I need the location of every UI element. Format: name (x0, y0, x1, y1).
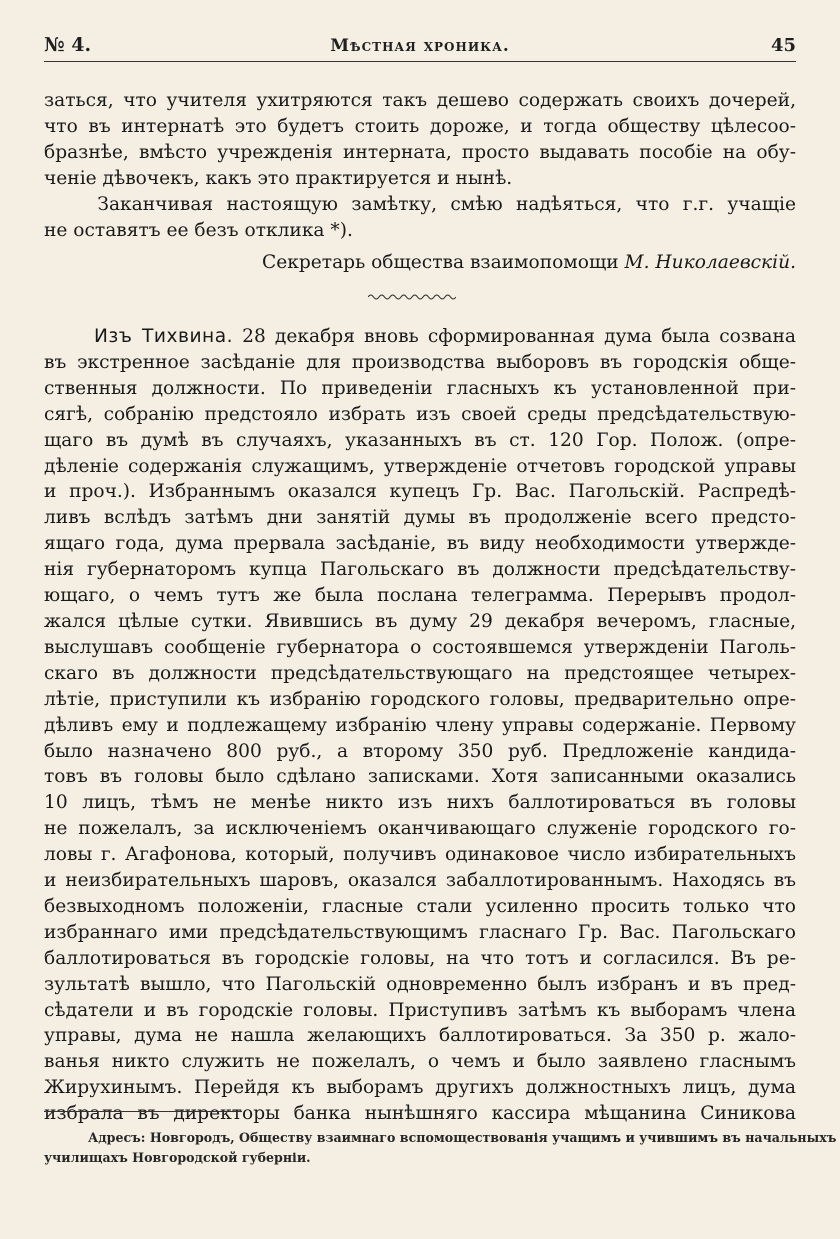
signature (44, 252, 796, 273)
footnote-line: Адресъ: Новгородъ, Обществу взаимнаго вспомоществованія учащимъ и учившимъ въ начальныхъ (88, 1130, 837, 1145)
text-line: управы, дума не нашла желающихъ баллотироваться. За 350 р. жало- (44, 1025, 796, 1047)
wavy-divider (368, 292, 456, 302)
text-line: 10 лицъ, тѣмъ не менѣе никто изъ нихъ баллотироваться въ головы (44, 792, 796, 814)
text-line: Жирухинымъ. Перейдя къ выборамъ другихъ должностныхъ лицъ, дума (44, 1077, 796, 1099)
issue-number: № 4. (44, 34, 92, 56)
page-header (44, 30, 796, 60)
text-line: дѣливъ ему и подлежащему избранію члену управы содержаніе. Первому (44, 714, 796, 736)
footnote-line: училищахъ Новгородской губерніи. (44, 1150, 311, 1165)
text-line: что въ интернатѣ это будетъ стоить дороже, и тогда обществу цѣлесоо- (44, 116, 796, 138)
article-place: Изъ Тихвина. (94, 326, 234, 347)
text-line: и неизбирательныхъ шаровъ, оказался забаллотированнымъ. Находясь въ (44, 870, 796, 892)
text-line: скаго въ должности предсѣдательствующаго на предстоящее четырех- (44, 662, 796, 684)
footnote-rule (44, 1111, 242, 1112)
text-line: выслушавъ сообщеніе губернатора о состоявшемся утвержденіи Паголь- (44, 636, 796, 658)
text-line: сягѣ, собранію предстояло избрать изъ своей среды предсѣдательствую- (44, 403, 796, 425)
article-tikhvin (44, 324, 796, 1127)
text-line: избрала въ директоры банка нынѣшняго кассира мѣщанина Синикова (44, 1103, 796, 1125)
text-line: въ экстренное засѣданіе для производства выборовъ въ городскія обще- (44, 351, 796, 373)
text-line: дѣленіе содержанія служащимъ, утвержденіе отчетовъ городской управы (44, 455, 796, 477)
text-line: ванья никто служить не пожелалъ, о чемъ и было заявлено гласнымъ (44, 1051, 796, 1073)
text-line: сѣдатели и въ городскіе головы. Приступивъ затѣмъ къ выборамъ члена (44, 999, 796, 1021)
text-line: нія губернаторомъ купца Пагольскаго въ должности предсѣдательству- (44, 559, 796, 581)
text-line: лѣтіе, приступили къ избранію городского головы, предварительно опре- (44, 688, 796, 710)
text-line: баллотироваться въ городскіе головы, на что тотъ и согласился. Въ ре- (44, 947, 796, 969)
text-line: товъ въ головы было сдѣлано записками. Хотя записанными оказались (44, 766, 796, 788)
text-line: заться, что учителя ухитряются такъ дешево содержать своихъ дочерей, (44, 90, 796, 111)
header-rule (44, 61, 796, 62)
text-line: было назначено 800 руб., а второму 350 руб. Предложеніе кандида- (44, 740, 796, 762)
text-line: ящаго года, дума прервала засѣданіе, въ виду необходимости утвержде- (44, 533, 796, 555)
text-line: избраннаго ими предсѣдательствующимъ гласнаго Гр. Вас. Пагольскаго (44, 921, 796, 943)
text-line: и проч.). Избраннымъ оказался купецъ Гр. Вас. Пагольскій. Распредѣ- (44, 481, 796, 503)
article-first-line (44, 324, 796, 350)
text-line: ченіе дѣвочекъ, какъ это практируется и нынѣ. (44, 168, 513, 190)
text-line: жался цѣлые сутки. Явившись въ думу 29 декабря вечеромъ, гласные, (44, 610, 796, 632)
text-line: ливъ вслѣдъ затѣмъ дни занятій думы въ продолженіе всего предсто- (44, 507, 796, 529)
footnote (44, 1128, 837, 1168)
section-title: Мѣстная хроника. (330, 36, 510, 56)
text-line: ственныя должности. По приведеніи гласныхъ къ установленной при- (44, 377, 796, 399)
text-line: не оставятъ ее безъ отклика *). (44, 220, 353, 242)
text-line: не пожелалъ, за исключеніемъ оканчивающаго служеніе городского го- (44, 818, 796, 840)
text-line: ловы г. Агафонова, который, получивъ одинаковое число избирательныхъ (44, 844, 796, 866)
text-line: щаго въ думѣ въ случаяхъ, указанныхъ въ ст. 120 Гор. Полож. (опре- (44, 429, 796, 451)
text-line: Заканчивая настоящую замѣтку, смѣю надѣяться, что г.г. учащіе (44, 194, 796, 216)
text-line: 28 декабря вновь сформированная дума была созвана (233, 326, 796, 347)
text-line: бразнѣе, вмѣсто учрежденія интерната, просто выдавать пособіе на обу- (44, 142, 796, 164)
text-line: безвыходномъ положеніи, гласные стали усиленно просить только что (44, 895, 796, 917)
page-number: 45 (770, 35, 796, 56)
signature-name: М. Николаевскій. (624, 252, 796, 273)
text-line: ющаго, о чемъ тутъ же была послана телеграмма. Перерывъ продол- (44, 585, 796, 607)
text-line: зультатѣ вышло, что Пагольскій одновременно былъ избранъ и въ пред- (44, 973, 796, 995)
signature-role: Секретарь общества взаимопомощи (262, 252, 619, 273)
intro-paragraphs (44, 88, 796, 245)
